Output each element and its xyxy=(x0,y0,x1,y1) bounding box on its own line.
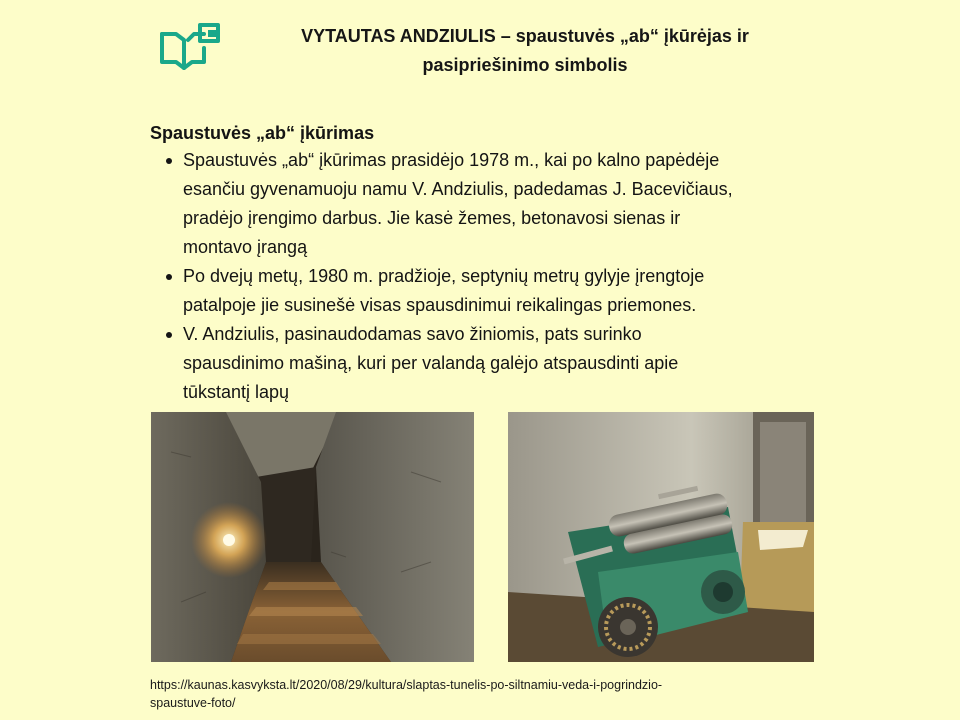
list-item-line: Po dvejų metų, 1980 m. pradžioje, septynių metrų gylyje įrengtoje xyxy=(183,266,705,286)
list-item-line: Spaustuvės „ab“ įkūrimas prasidėjo 1978 m., kai po kalno papėdėje xyxy=(183,150,720,170)
title-line: pasipriešinimo simbolis xyxy=(422,55,628,75)
list-item-line: V. Andziulis, pasinaudodamas savo žiniomis, pats surinko xyxy=(183,324,642,344)
page-title xyxy=(255,22,795,80)
source-link-line: https://kaunas.kasvyksta.lt/2020/08/29/kultura/slaptas-tunelis-po-siltnamiu-veda-i-pogrindzio- xyxy=(150,678,663,692)
list-item-line: pradėjo įrengimo darbus. Jie kasė žemes, betonavosi sienas ir xyxy=(183,208,681,228)
list-item-line: esančiu gyvenamuoju namu V. Andziulis, padedamas J. Bacevičiaus, xyxy=(183,179,733,199)
bullet-list xyxy=(150,146,840,407)
list-item xyxy=(150,146,840,262)
underground-tunnel-photo xyxy=(151,412,474,662)
list-item-line: patalpoje jie susinešė visas spausdinimui reikalingas priemones. xyxy=(183,295,697,315)
source-link-line: spaustuve-foto/ xyxy=(150,696,236,710)
list-item-line: spausdinimo mašiną, kuri per valandą galėjo atspausdinti apie xyxy=(183,353,679,373)
list-item xyxy=(150,320,840,407)
open-book-icon xyxy=(158,20,224,74)
bullet-icon xyxy=(166,158,172,164)
list-item-line: tūkstantį lapų xyxy=(183,382,290,402)
section-heading: Spaustuvės „ab“ įkūrimas xyxy=(150,123,375,143)
bullet-icon xyxy=(166,332,172,338)
bullet-icon xyxy=(166,274,172,280)
list-item xyxy=(150,262,840,320)
title-line: VYTAUTAS ANDZIULIS – spaustuvės „ab“ įkūrėjas ir xyxy=(301,26,749,46)
source-link[interactable] xyxy=(150,676,810,712)
list-item-line: montavo įrangą xyxy=(183,237,308,257)
printing-machine-photo xyxy=(508,412,814,662)
